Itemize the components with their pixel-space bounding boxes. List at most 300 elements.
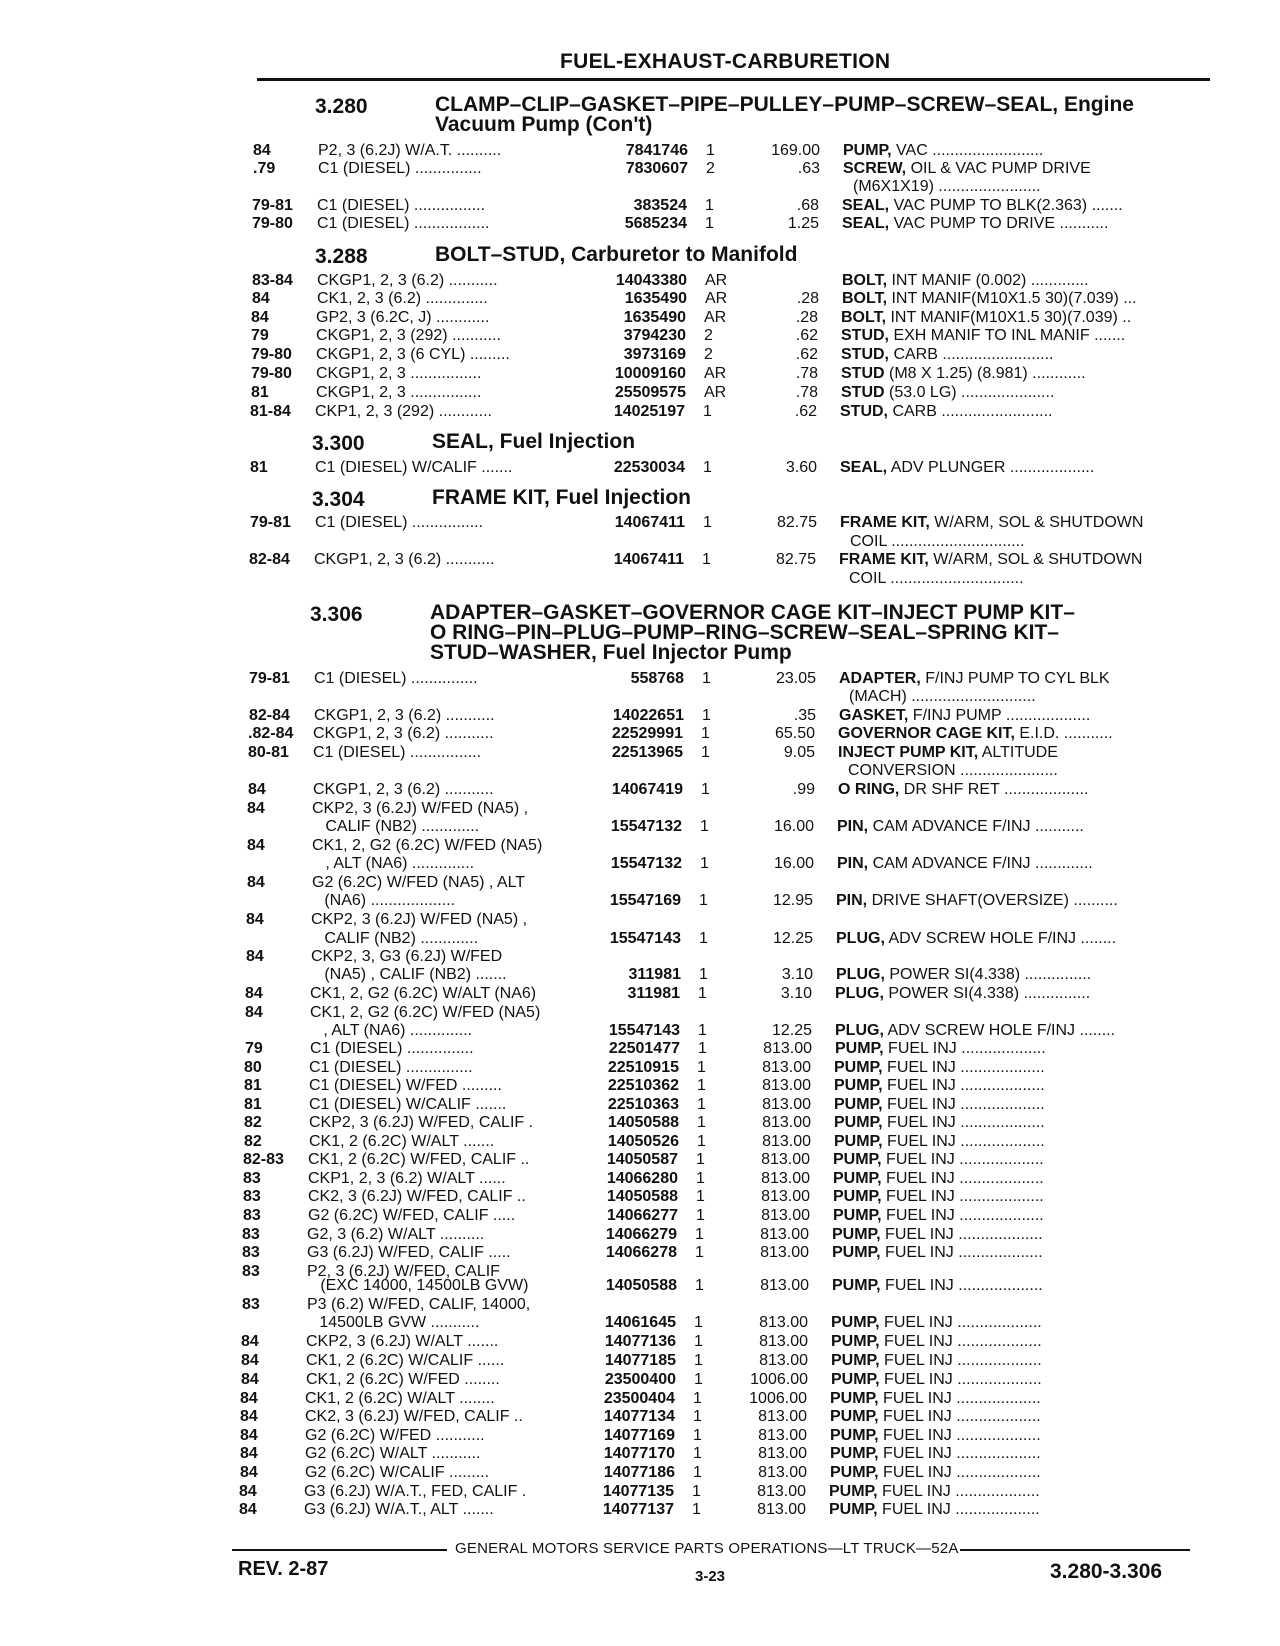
model-year: 84: [251, 309, 269, 326]
model-year: .82-84: [248, 725, 294, 742]
part-description: [829, 1501, 1040, 1519]
price: 65.50: [774, 725, 815, 742]
part-name: PUMP,: [834, 1059, 883, 1076]
price: 12.25: [771, 1022, 812, 1039]
model-year: 81: [244, 1096, 262, 1113]
part-detail: FUEL INJ ...................: [877, 1483, 1040, 1500]
part-detail: FUEL INJ ...................: [879, 1352, 1042, 1369]
part-description: [841, 346, 1053, 364]
part-description: [832, 1244, 1043, 1262]
part-detail: (MACH) ............................: [849, 688, 1036, 705]
part-detail: FUEL INJ ...................: [878, 1464, 1041, 1481]
quantity: 1: [703, 403, 712, 420]
model-applicability: G2 (6.2C) W/FED, CALIF .....: [308, 1207, 516, 1224]
part-name: PUMP,: [832, 1277, 881, 1294]
model-applicability: G2 (6.2C) W/FED ...........: [305, 1427, 485, 1444]
price: .78: [795, 384, 818, 401]
part-number: 22530034: [613, 459, 685, 476]
model-applicability: (EXC 14000, 14500LB GVW): [307, 1277, 529, 1294]
part-detail: INT MANIF(M10X1.5 30)(7.039) ..: [886, 309, 1132, 326]
model-applicability: G3 (6.2J) W/FED, CALIF .....: [307, 1244, 511, 1261]
model-applicability: CKGP1, 2, 3 (6 CYL) .........: [316, 346, 510, 363]
model-applicability: C1 (DIESEL) ................: [315, 514, 484, 531]
part-description: [843, 160, 1091, 178]
part-number: 14043380: [615, 272, 687, 289]
price: .68: [796, 197, 819, 214]
part-detail: CARB .........................: [888, 403, 1053, 420]
model-applicability: CKGP1, 2, 3 (6.2) ...........: [313, 781, 494, 798]
model-year: 84: [247, 837, 265, 854]
footer-rule-right: [960, 1549, 1190, 1551]
part-description: [838, 725, 1113, 743]
part-name: PIN,: [837, 818, 869, 835]
model-applicability: C1 (DIESEL) ................: [313, 744, 482, 761]
model-year: 84: [246, 911, 264, 928]
price: .62: [795, 346, 818, 363]
quantity: AR: [704, 384, 727, 401]
part-detail: EXH MANIF TO INL MANIF .......: [889, 327, 1126, 344]
quantity: 1: [697, 1114, 706, 1131]
model-year: 84: [248, 781, 266, 798]
model-applicability: , ALT (NA6) ..............: [312, 855, 475, 872]
part-description: [833, 1170, 1044, 1188]
model-year: 79-81: [249, 670, 290, 687]
model-year: 83: [242, 1244, 260, 1261]
part-number: 311981: [628, 966, 681, 983]
model-year: 84: [240, 1445, 258, 1462]
model-applicability: G3 (6.2J) W/A.T., FED, CALIF .: [304, 1483, 527, 1500]
model-applicability: C1 (DIESEL) ...............: [309, 1059, 473, 1076]
model-year: 83: [243, 1170, 261, 1187]
part-name: PUMP,: [831, 1314, 880, 1331]
model-applicability: CALIF (NB2) .............: [312, 818, 480, 835]
model-year: 80: [244, 1059, 262, 1076]
part-detail: FUEL INJ ...................: [882, 1133, 1045, 1150]
part-name: PLUG,: [836, 966, 885, 983]
part-detail: (M6X1X19) .......................: [853, 178, 1041, 195]
part-detail: VAC .........................: [891, 142, 1044, 159]
part-detail: CARB .........................: [889, 346, 1054, 363]
price: 813.00: [757, 1501, 806, 1518]
quantity: 1: [694, 1371, 703, 1388]
quantity: 1: [693, 1427, 702, 1444]
quantity: AR: [705, 272, 728, 289]
part-name: O RING,: [838, 781, 900, 798]
header-rule: [257, 78, 1210, 81]
model-applicability: CKP2, 3 (6.2J) W/FED (NA5) ,: [311, 911, 528, 928]
part-detail: POWER SI(4.338) ...............: [883, 985, 1091, 1002]
price: .28: [795, 309, 818, 326]
part-number: 15547132: [610, 818, 682, 835]
model-applicability: CKGP1, 2, 3 (6.2) ...........: [314, 707, 495, 724]
model-year: 84: [252, 290, 270, 307]
part-number: 25509575: [614, 384, 686, 401]
quantity: 1: [694, 1314, 703, 1331]
model-year: 79: [245, 1040, 263, 1057]
part-number: 22501477: [608, 1040, 680, 1057]
quantity: 1: [698, 1022, 707, 1039]
model-applicability: CKGP1, 2, 3 (6.2) ...........: [314, 551, 495, 568]
price: .63: [797, 160, 820, 177]
part-detail: (53.0 LG) .....................: [884, 384, 1055, 401]
quantity: 1: [695, 1244, 704, 1261]
quantity: 1: [695, 1226, 704, 1243]
price: 813.00: [759, 1314, 808, 1331]
model-year: 83-84: [252, 272, 293, 289]
quantity: 2: [704, 346, 713, 363]
section-title: CLAMP–CLIP–GASKET–PIPE–PULLEY–PUMP–SCREW–SEAL, Engine Vacuum Pump (Con't): [435, 93, 1134, 136]
part-description: [841, 384, 1054, 402]
part-description: [833, 1188, 1044, 1206]
part-detail: FUEL INJ ...................: [881, 1207, 1044, 1224]
quantity: 1: [700, 818, 709, 835]
quantity: 1: [697, 1059, 706, 1076]
part-number: 3973169: [623, 346, 686, 363]
part-number: 22510362: [607, 1077, 679, 1094]
model-applicability: P3 (6.2) W/FED, CALIF, 14000,: [307, 1296, 531, 1313]
part-description: [838, 781, 1088, 799]
model-year: 83: [242, 1296, 260, 1313]
quantity: 2: [706, 160, 715, 177]
part-name: PLUG,: [836, 930, 885, 947]
part-description: [834, 1077, 1045, 1095]
model-year: 81: [244, 1077, 262, 1094]
model-applicability: G2, 3 (6.2) W/ALT ..........: [307, 1226, 485, 1243]
part-name: STUD,: [841, 346, 889, 363]
price: .28: [796, 290, 819, 307]
quantity: 1: [705, 215, 714, 232]
part-name: FRAME KIT,: [840, 514, 930, 531]
model-year: 79-80: [251, 365, 292, 382]
price: 813.00: [761, 1170, 810, 1187]
model-applicability: CK1, 2, G2 (6.2C) W/FED (NA5): [310, 1004, 541, 1021]
model-applicability: (NA5) , CALIF (NB2) .......: [311, 966, 507, 983]
part-name: SEAL,: [842, 215, 890, 232]
model-year: 79: [251, 327, 269, 344]
quantity: 1: [703, 459, 712, 476]
part-name: PUMP,: [829, 1483, 878, 1500]
quantity: 1: [701, 781, 710, 798]
footer-page-number: 3-23: [695, 1568, 726, 1585]
quantity: 1: [693, 1445, 702, 1462]
part-description: [839, 670, 1110, 688]
part-description: [834, 1059, 1045, 1077]
part-detail: ADV PLUNGER ...................: [887, 459, 1095, 476]
price: .62: [794, 403, 817, 420]
part-detail: CAM ADVANCE F/INJ .............: [868, 855, 1093, 872]
part-number: 15547143: [608, 1022, 680, 1039]
part-number: 14077136: [604, 1333, 676, 1350]
part-number: 22513965: [611, 744, 683, 761]
part-name: PUMP,: [830, 1445, 879, 1462]
part-detail: FUEL INJ ...................: [879, 1333, 1042, 1350]
quantity: 1: [703, 514, 712, 531]
part-name: SEAL,: [842, 197, 890, 214]
model-applicability: C1 (DIESEL) W/CALIF .......: [315, 459, 513, 476]
part-number: 10009160: [614, 365, 686, 382]
price: 82.75: [775, 551, 816, 568]
model-applicability: CK1, 2 (6.2C) W/CALIF ......: [306, 1352, 505, 1369]
part-description: [840, 459, 1094, 477]
part-description: [831, 1352, 1042, 1370]
model-applicability: C1 (DIESEL) ...............: [310, 1040, 474, 1057]
part-number: 22510915: [607, 1059, 679, 1076]
part-name: PUMP,: [834, 1133, 883, 1150]
quantity: AR: [704, 309, 727, 326]
section-number: 3.288: [315, 245, 368, 268]
section-number: 3.304: [312, 488, 365, 511]
model-applicability: CK1, 2 (6.2C) W/FED, CALIF ..: [308, 1151, 530, 1168]
part-number: 14077185: [604, 1352, 676, 1369]
model-year: 84: [240, 1464, 258, 1481]
part-name: GASKET,: [839, 707, 909, 724]
model-year: 79-80: [252, 215, 293, 232]
part-number: 14050588: [607, 1114, 679, 1131]
part-number: 14050588: [606, 1188, 678, 1205]
part-description: [830, 1445, 1041, 1463]
part-name: PLUG,: [835, 1022, 884, 1039]
price: 813.00: [762, 1096, 811, 1113]
price: 813.00: [760, 1226, 809, 1243]
part-name: FRAME KIT,: [839, 551, 929, 568]
model-applicability: CKGP1, 2, 3 (292) ...........: [316, 327, 501, 344]
part-detail: CAM ADVANCE F/INJ ...........: [868, 818, 1084, 835]
part-description: [840, 403, 1052, 421]
part-number: 7841746: [625, 142, 688, 159]
quantity: 1: [698, 1040, 707, 1057]
model-year: 84: [245, 985, 263, 1002]
footer-rule-left: [232, 1549, 447, 1551]
section-title: ADAPTER–GASKET–GOVERNOR CAGE KIT–INJECT PUMP KIT– O RING–PIN–PLUG–PUMP–RING–SCREW–SEAL–SPRING KIT– STUD–WASHER, Fuel Injector Pump: [430, 601, 1075, 664]
part-number: 15547169: [609, 892, 681, 909]
part-description: [834, 1114, 1045, 1132]
part-name: PIN,: [836, 892, 868, 909]
part-number: 14061645: [604, 1314, 676, 1331]
price: 813.00: [761, 1207, 810, 1224]
model-applicability: CKP2, 3 (6.2J) W/FED, CALIF .: [309, 1114, 534, 1131]
part-number: 23500400: [604, 1371, 676, 1388]
part-name: PUMP,: [830, 1464, 879, 1481]
part-description: [830, 1427, 1041, 1445]
model-year: 84: [240, 1408, 258, 1425]
part-name: PUMP,: [830, 1427, 879, 1444]
quantity: AR: [705, 290, 728, 307]
part-detail: FUEL INJ ...................: [881, 1170, 1044, 1187]
model-year: 84: [239, 1483, 257, 1500]
model-applicability: C1 (DIESEL) .................: [317, 215, 490, 232]
section-title: FRAME KIT, Fuel Injection: [432, 486, 692, 509]
part-number: 14077169: [603, 1427, 675, 1444]
price: 813.00: [759, 1333, 808, 1350]
model-year: 82: [244, 1114, 262, 1131]
section-title: BOLT–STUD, Carburetor to Manifold: [435, 243, 798, 266]
part-detail: (M8 X 1.25) (8.981) ............: [884, 365, 1086, 382]
part-name: INJECT PUMP KIT,: [838, 744, 979, 761]
part-detail: FUEL INJ ...................: [883, 1040, 1046, 1057]
part-number: 14066279: [605, 1226, 677, 1243]
part-number: 14050526: [607, 1133, 679, 1150]
part-detail: FUEL INJ ...................: [877, 1501, 1040, 1518]
quantity: 1: [694, 1333, 703, 1350]
model-applicability: G2 (6.2C) W/FED (NA5) , ALT: [312, 874, 526, 891]
part-name: GOVERNOR CAGE KIT,: [838, 725, 1015, 742]
part-number: 22510363: [607, 1096, 679, 1113]
quantity: 1: [698, 985, 707, 1002]
quantity: 1: [693, 1390, 702, 1407]
model-year: .79: [253, 160, 276, 177]
part-name: PUMP,: [831, 1333, 880, 1350]
part-description: [834, 1133, 1045, 1151]
model-applicability: C1 (DIESEL) ...............: [318, 160, 482, 177]
part-name: ADAPTER,: [839, 670, 921, 687]
price: 12.95: [772, 892, 813, 909]
model-year: 84: [241, 1352, 259, 1369]
part-description: [830, 1390, 1041, 1408]
section-number: 3.280: [315, 95, 368, 118]
part-description: [840, 514, 1143, 532]
model-year: 84: [253, 142, 271, 159]
model-year: 81-84: [250, 403, 291, 420]
part-detail: CONVERSION ......................: [848, 762, 1058, 779]
model-applicability: CKP1, 2, 3 (6.2) W/ALT ......: [308, 1170, 506, 1187]
part-name: BOLT,: [841, 309, 887, 326]
price: 813.00: [762, 1059, 811, 1076]
part-detail: POWER SI(4.338) ...............: [884, 966, 1092, 983]
part-description: [830, 1408, 1041, 1426]
price: .35: [793, 707, 816, 724]
part-description: [836, 930, 1116, 948]
part-number: 14022651: [612, 707, 684, 724]
model-year: 82: [244, 1133, 262, 1150]
part-number: 14077186: [603, 1464, 675, 1481]
part-number: 14066278: [605, 1244, 677, 1261]
part-detail: F/INJ PUMP ...................: [908, 707, 1091, 724]
part-detail: FUEL INJ ...................: [882, 1096, 1045, 1113]
part-number: 3794230: [623, 327, 686, 344]
part-name: PUMP,: [833, 1207, 882, 1224]
model-year: 79-81: [250, 514, 291, 531]
model-applicability: CK1, 2 (6.2C) W/FED ........: [306, 1371, 500, 1388]
part-name: PUMP,: [829, 1501, 878, 1518]
part-detail: FUEL INJ ...................: [878, 1427, 1041, 1444]
model-applicability: GP2, 3 (6.2C, J) ............: [316, 309, 490, 326]
part-description: [830, 1464, 1041, 1482]
part-description: [839, 707, 1090, 725]
part-name: BOLT,: [842, 290, 888, 307]
model-applicability: C1 (DIESEL) W/FED .........: [309, 1077, 502, 1094]
part-description: [832, 1226, 1043, 1244]
part-name: STUD: [841, 365, 885, 382]
model-applicability: CK1, 2, 3 (6.2) ..............: [317, 290, 488, 307]
part-detail: FUEL INJ ...................: [880, 1226, 1043, 1243]
model-applicability: G3 (6.2J) W/A.T., ALT .......: [304, 1501, 494, 1518]
quantity: 1: [693, 1408, 702, 1425]
part-detail: FUEL INJ ...................: [882, 1114, 1045, 1131]
part-name: STUD,: [841, 327, 889, 344]
price: 813.00: [759, 1352, 808, 1369]
quantity: 1: [702, 551, 711, 568]
part-number: 15547143: [609, 930, 681, 947]
quantity: 1: [701, 725, 710, 742]
model-year: 82-83: [243, 1151, 284, 1168]
model-applicability: G2 (6.2C) W/CALIF .........: [305, 1464, 490, 1481]
price: 813.00: [760, 1277, 809, 1294]
part-number: 14066280: [606, 1170, 678, 1187]
model-applicability: 14500LB GVW ...........: [306, 1314, 480, 1331]
part-number: 383524: [633, 197, 687, 214]
footer-revision: REV. 2-87: [238, 1558, 329, 1580]
price: 813.00: [757, 1483, 806, 1500]
quantity: 1: [695, 1277, 704, 1294]
part-name: BOLT,: [842, 272, 888, 289]
part-number: 14077134: [603, 1408, 675, 1425]
quantity: 1: [697, 1096, 706, 1113]
price: 23.05: [775, 670, 816, 687]
price: 813.00: [758, 1445, 807, 1462]
price: 1006.00: [750, 1371, 808, 1388]
model-year: 83: [242, 1226, 260, 1243]
part-name: PUMP,: [833, 1188, 882, 1205]
price: 813.00: [758, 1408, 807, 1425]
price: 169.00: [771, 142, 820, 159]
part-detail: W/ARM, SOL & SHUTDOWN: [929, 514, 1144, 531]
part-number: 558768: [630, 670, 684, 687]
part-number: 14067411: [613, 551, 684, 568]
section-number: 3.300: [312, 432, 365, 455]
part-number: 23500404: [603, 1390, 675, 1407]
part-number: 22529991: [611, 725, 683, 742]
part-description: [835, 1040, 1046, 1058]
quantity: 1: [696, 1207, 705, 1224]
quantity: 1: [699, 966, 708, 983]
part-detail: COIL ..............................: [850, 533, 1025, 550]
price: 9.05: [783, 744, 815, 761]
model-year: 84: [240, 1427, 258, 1444]
part-detail: ADV SCREW HOLE F/INJ ........: [884, 930, 1117, 947]
part-description: [836, 966, 1091, 984]
part-number: 5685234: [624, 215, 687, 232]
part-detail: W/ARM, SOL & SHUTDOWN: [928, 551, 1143, 568]
model-applicability: C1 (DIESEL) ...............: [314, 670, 478, 687]
model-applicability: CK2, 3 (6.2J) W/FED, CALIF ..: [305, 1408, 523, 1425]
model-applicability: CK1, 2 (6.2C) W/ALT ........: [305, 1390, 495, 1407]
model-applicability: CALIF (NB2) .............: [311, 930, 479, 947]
model-year: 83: [243, 1188, 261, 1205]
model-year: 84: [239, 1501, 257, 1518]
part-detail: FUEL INJ ...................: [880, 1244, 1043, 1261]
model-year: 84: [245, 1004, 263, 1021]
part-name: PUMP,: [831, 1352, 880, 1369]
model-applicability: CKGP1, 2, 3 (6.2) ...........: [313, 725, 494, 742]
quantity: 1: [697, 1077, 706, 1094]
model-year: 79-81: [252, 197, 293, 214]
quantity: 1: [699, 892, 708, 909]
part-name: PUMP,: [835, 1040, 884, 1057]
model-applicability: CK1, 2, G2 (6.2C) W/ALT (NA6): [310, 985, 537, 1002]
section-number: 3.306: [310, 603, 363, 626]
part-detail: FUEL INJ ...................: [881, 1188, 1044, 1205]
part-name: PUMP,: [834, 1096, 883, 1113]
part-description: [849, 570, 1024, 588]
part-detail: F/INJ PUMP TO CYL BLK: [920, 670, 1110, 687]
quantity: 1: [692, 1501, 701, 1518]
model-year: 84: [247, 874, 265, 891]
part-name: PUMP,: [833, 1170, 882, 1187]
part-name: PUMP,: [843, 142, 892, 159]
part-detail: VAC PUMP TO DRIVE ...........: [889, 215, 1109, 232]
part-detail: FUEL INJ ...................: [878, 1408, 1041, 1425]
price: 813.00: [763, 1040, 812, 1057]
